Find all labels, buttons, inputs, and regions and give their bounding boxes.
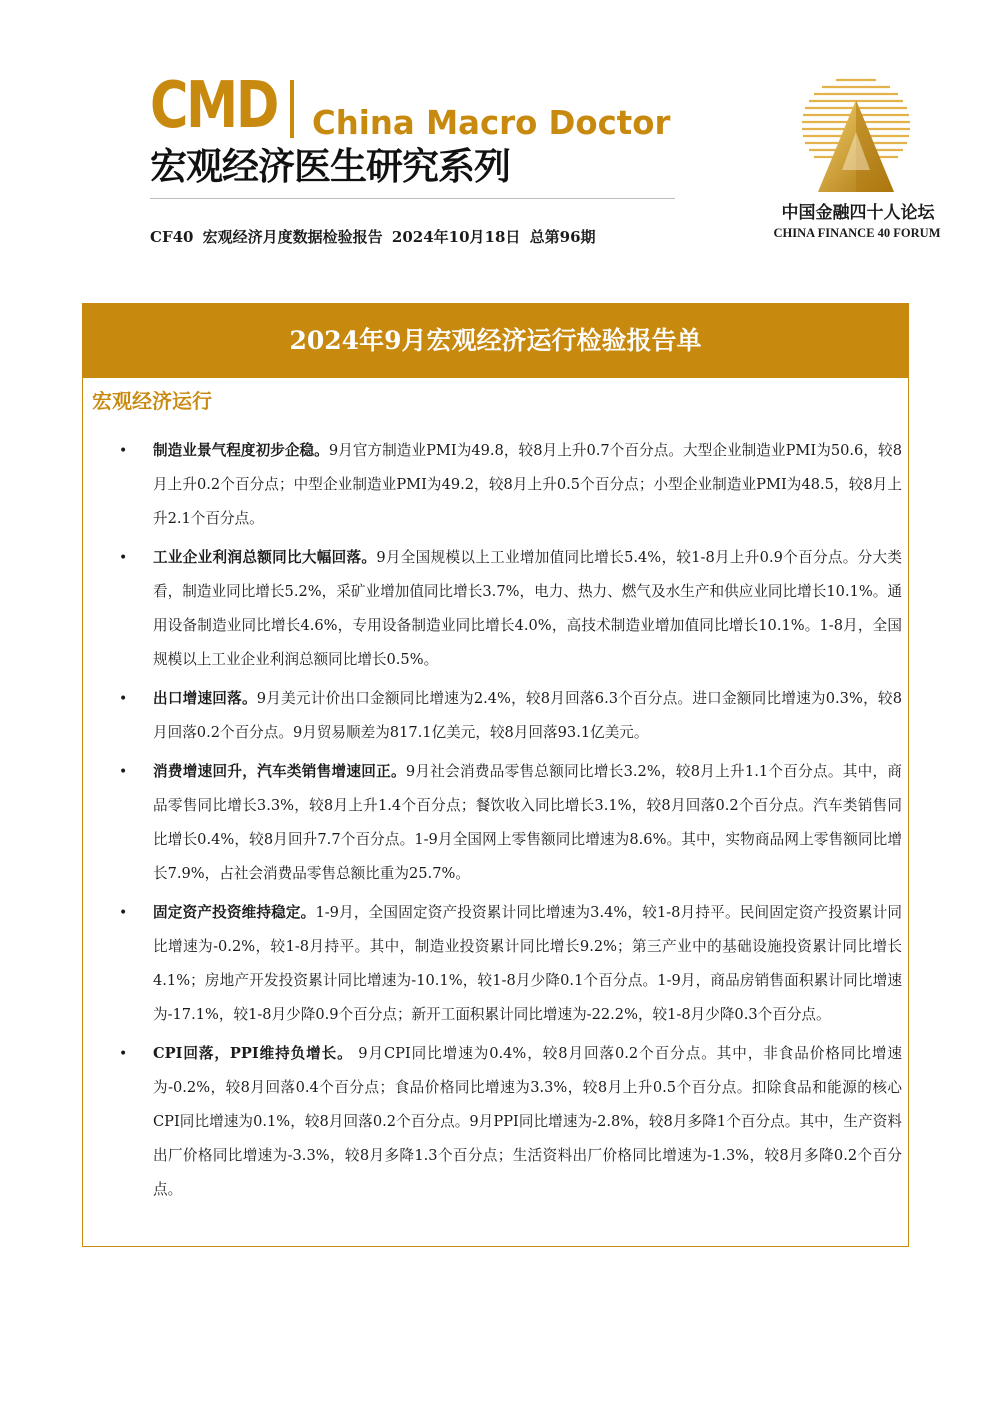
report-title: 2024年9月宏观经济运行检验报告单 xyxy=(83,304,908,378)
cmd-logo-abbr: CMD xyxy=(150,69,277,143)
cmd-logo-name: China Macro Doctor xyxy=(312,103,671,142)
item-heading: CPI回落，PPI维持负增长。 xyxy=(153,1045,353,1062)
item-heading: 固定资产投资维持稳定。 xyxy=(153,904,316,921)
bullet-icon: • xyxy=(119,443,128,459)
item-body: 9月社会消费品零售总额同比增长3.2%，较8月上升1.1个百分点。其中，商品零售同比增长3.3%，较8月上升1.4个百分点；餐饮收入同比增长3.1%，较8月回落0.2个百分点。汽车类销售同比增长0.4%，较8月回升7.7个百分点。1-9月全国网上零售额同比增速为8.6%。其中，实物商品网上零售额同比增长7.9%，占社会消费品零售总额比重为25.7%。 xyxy=(153,763,902,882)
bullet-icon: • xyxy=(119,1046,128,1062)
item-body: 9月全国规模以上工业增加值同比增长5.4%，较1-8月上升0.9个百分点。分大类看，制造业同比增长5.2%，采矿业增加值同比增长3.7%，电力、热力、燃气及水生产和供应业同比增长10.1%。通用设备制造业同比增长4.6%，专用设备制造业同比增长4.0%，高技术制造业增加值同比增长10.1%。1-8月，全国规模以上工业企业利润总额同比增长0.5%。 xyxy=(153,549,902,668)
item-heading: 消费增速回升，汽车类销售增速回正。 xyxy=(153,763,406,780)
list-item xyxy=(119,434,902,536)
report-bullets xyxy=(119,434,902,1212)
bullet-icon: • xyxy=(119,905,128,921)
list-item xyxy=(119,541,902,677)
header-rule xyxy=(150,198,675,199)
list-item xyxy=(119,1037,902,1207)
cmd-logo-divider xyxy=(290,80,294,138)
item-heading: 工业企业利润总额同比大幅回落。 xyxy=(153,549,377,566)
item-body: 1-9月，全国固定资产投资累计同比增速为3.4%，较1-8月持平。民间固定资产投资累计同比增速为-0.2%，较1-8月持平。其中，制造业投资累计同比增长9.2%；第三产业中的基础设施投资累计同比增长4.1%；房地产开发投资累计同比增速为-10.1%，较1-8月少降0.1个百分点。1-9月，商品房销售面积累计同比增速为-17.1%，较1-8月少降0.9个百分点；新开工面积累计同比增速为-22.2%，较1-8月少降0.3个百分点。 xyxy=(153,904,902,1023)
item-body: 9月官方制造业PMI为49.8，较8月上升0.7个百分点。大型企业制造业PMI为50.6，较8月上升0.2个百分点；中型企业制造业PMI为49.2，较8月上升0.5个百分点；小型企业制造业PMI为48.5，较8月上升2.1个百分点。 xyxy=(153,442,902,527)
item-heading: 出口增速回落。 xyxy=(153,690,257,707)
list-item xyxy=(119,682,902,750)
list-item xyxy=(119,755,902,891)
bullet-icon: • xyxy=(119,691,128,707)
item-body: 9月美元计价出口金额同比增速为2.4%，较8月回落6.3个百分点。进口金额同比增速为0.3%，较8月回落0.2个百分点。9月贸易顺差为817.1亿美元，较8月回落93.1亿美元。 xyxy=(153,690,902,741)
forum-name-cn: 中国金融四十人论坛 xyxy=(781,203,935,223)
item-heading: 制造业景气程度初步企稳。 xyxy=(153,442,329,459)
bullet-icon: • xyxy=(119,550,128,566)
item-body: 9月CPI同比增速为0.4%，较8月回落0.2个百分点。其中，非食品价格同比增速为-0.2%，较8月回落0.4个百分点；食品价格同比增速为3.3%，较8月上升0.5个百分点。扣除食品和能源的核心CPI同比增速为0.1%，较8月回落0.2个百分点。9月PPI同比增速为-2.8%，较8月多降1个百分点。其中，生产资料出厂价格同比增速为-3.3%，较8月多降1.3个百分点；生活资料出厂价格同比增速为-1.3%，较8月多降0.2个百分点。 xyxy=(153,1045,902,1198)
series-title: 宏观经济医生研究系列 xyxy=(150,145,510,188)
report-box xyxy=(82,303,909,1247)
forum-name-en: CHINA FINANCE 40 FORUM xyxy=(773,226,941,240)
list-item xyxy=(119,896,902,1032)
section-title: 宏观经济运行 xyxy=(92,389,212,413)
report-meta: CF40 宏观经济月度数据检验报告 2024年10月18日 总第96期 xyxy=(150,228,596,246)
cf40-emblem-icon xyxy=(800,70,912,205)
bullet-icon: • xyxy=(119,764,128,780)
